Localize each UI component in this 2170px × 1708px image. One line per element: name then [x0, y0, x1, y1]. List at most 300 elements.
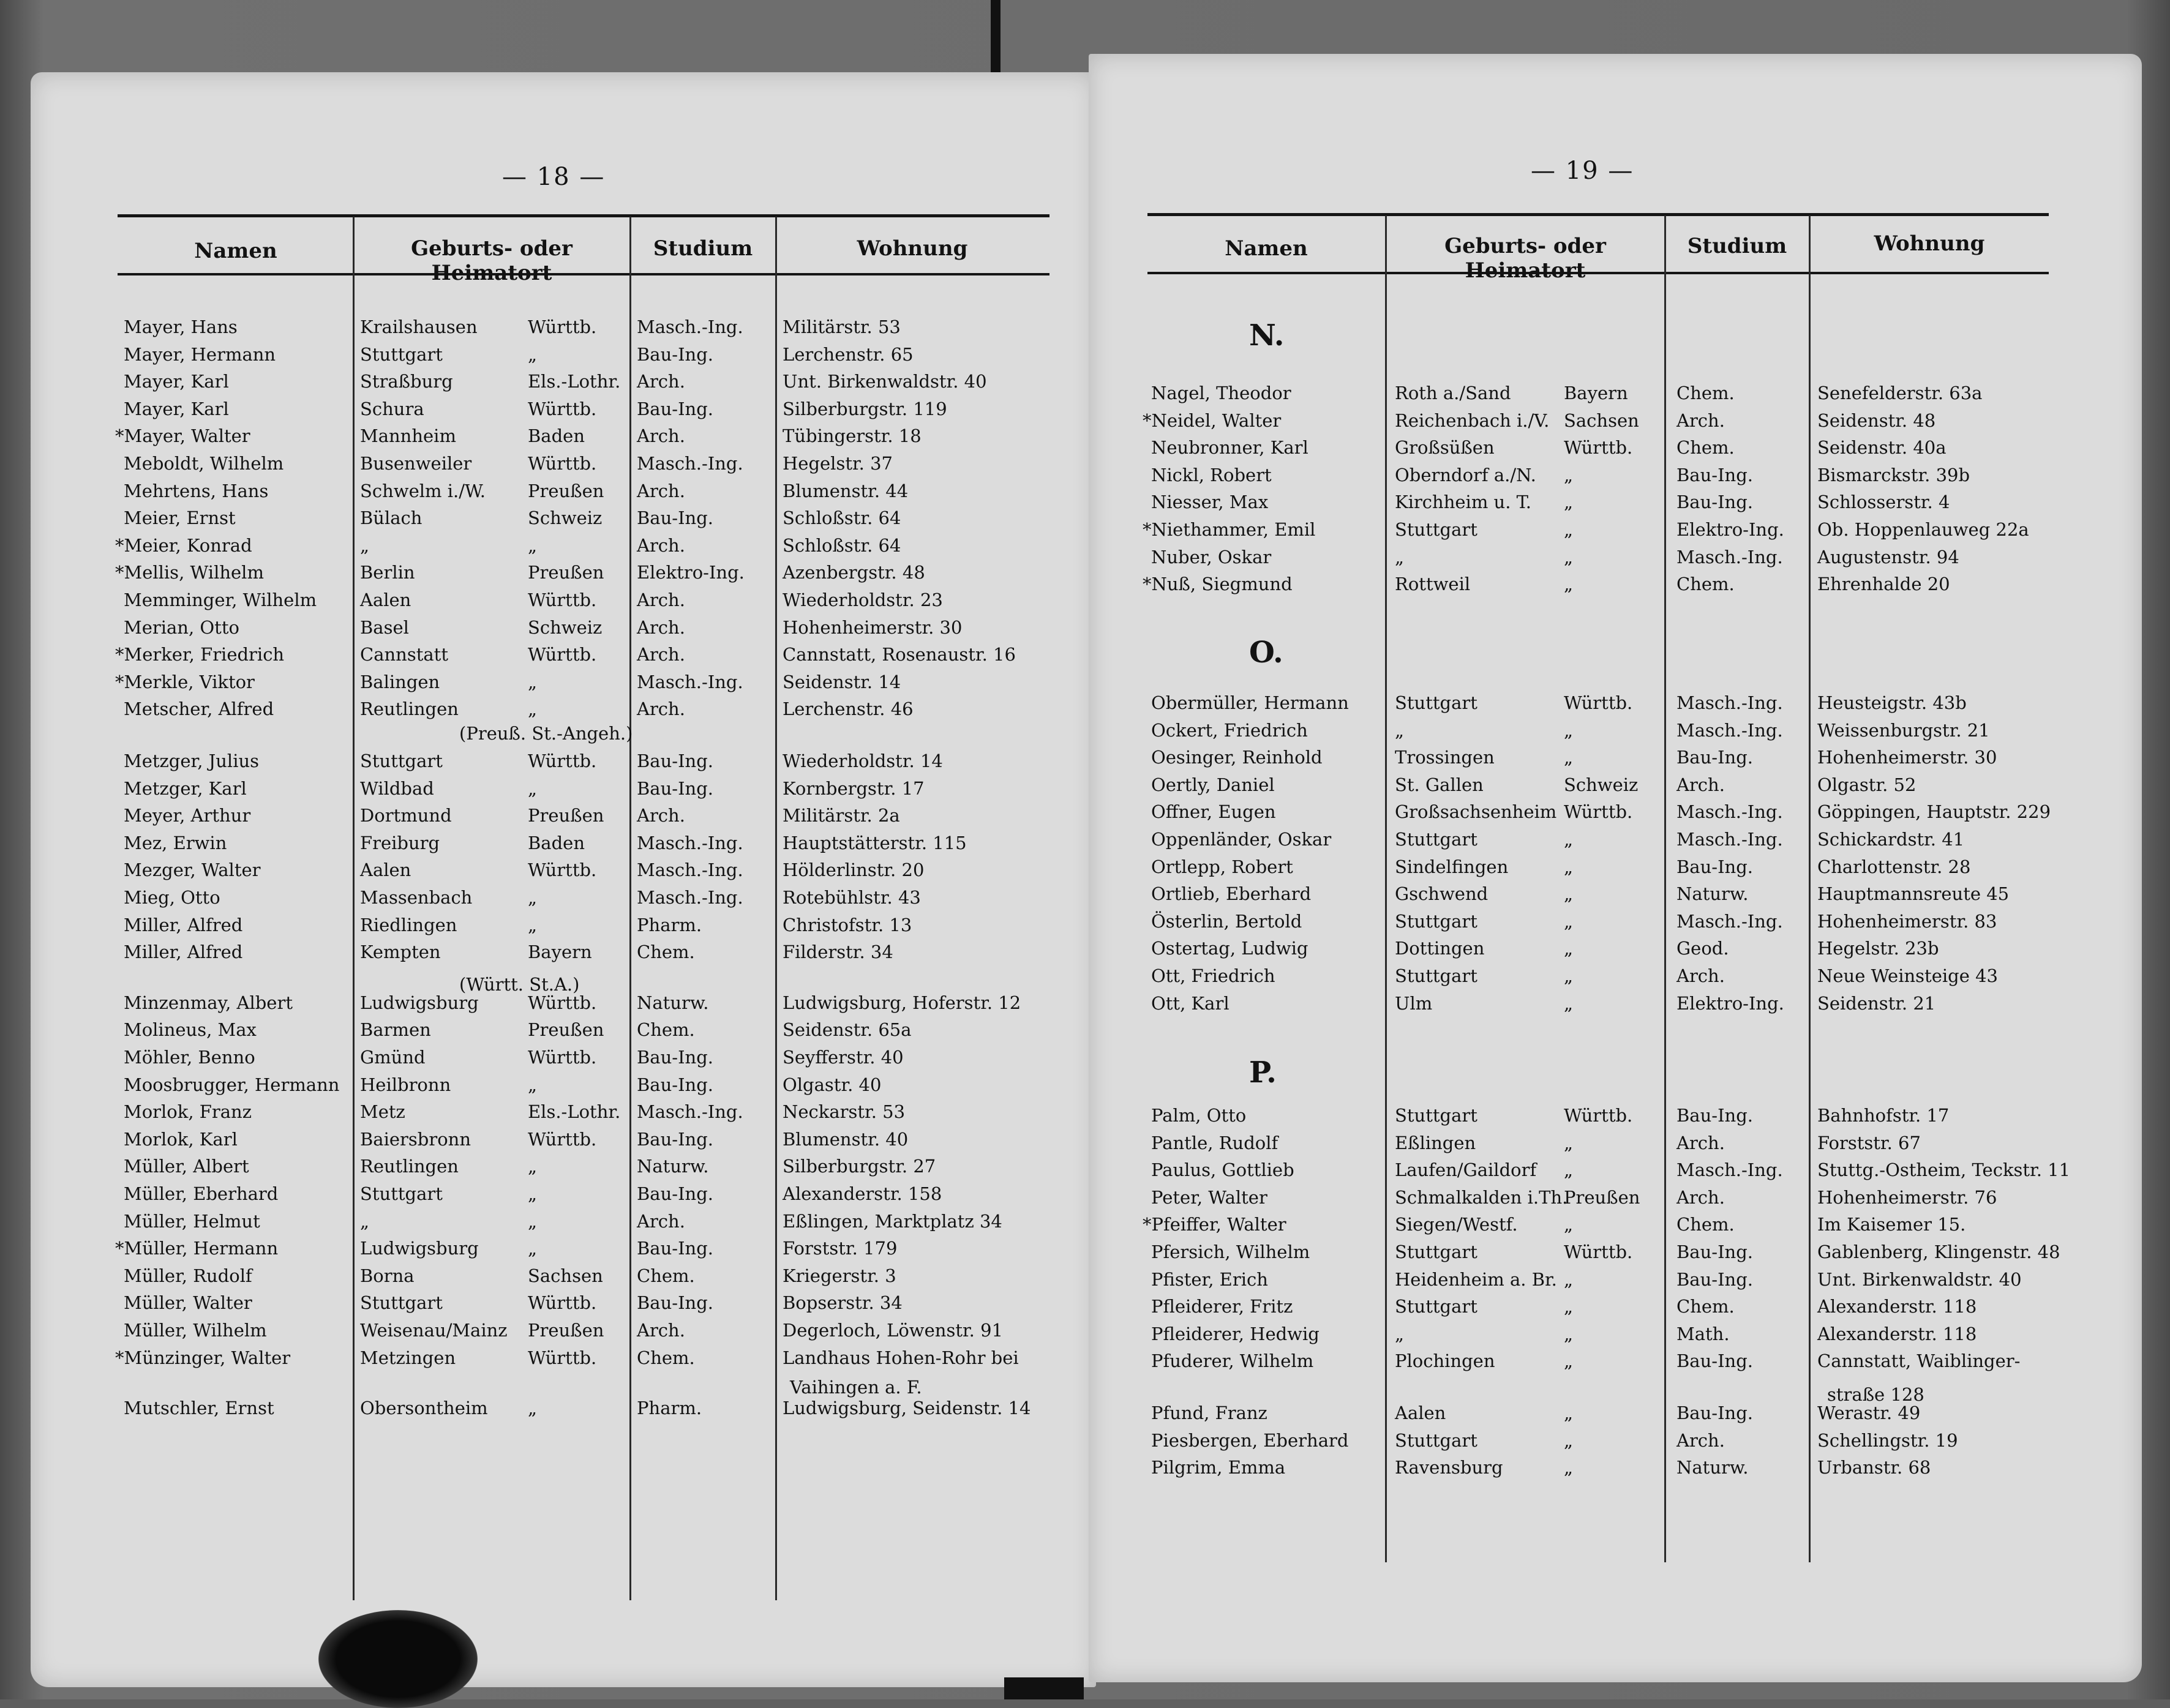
state: Württb. — [1564, 1242, 1633, 1262]
residence-address: Schellingstr. 19 — [1817, 1429, 1958, 1451]
residence-address: Christofstr. 13 — [783, 914, 912, 935]
field-of-study: Arch. — [1676, 1429, 1725, 1451]
field-of-study: Masch.-Ing. — [637, 1101, 743, 1123]
state: „ — [1564, 829, 1574, 850]
birthplace: Schura — [360, 398, 424, 419]
header-origin: Geburts- oder Heimatort — [411, 236, 573, 285]
birthplace: Stuttgart — [360, 1183, 443, 1204]
student-name: Müller, Eberhard — [124, 1183, 279, 1204]
student-name: Pantle, Rudolf — [1151, 1132, 1278, 1153]
student-name: *Müller, Hermann — [115, 1238, 279, 1259]
student-name: *Merkle, Viktor — [115, 671, 255, 692]
birthplace: Heilbronn — [360, 1074, 451, 1095]
field-of-study: Naturw. — [1676, 883, 1749, 905]
student-name: Metzger, Karl — [124, 777, 247, 799]
student-name: Merian, Otto — [124, 616, 239, 638]
field-of-study: Bau-Ing. — [637, 1047, 713, 1068]
student-name: Oppenländer, Oskar — [1151, 829, 1332, 850]
header-name: Namen — [194, 239, 277, 263]
residence-address: Wiederholdstr. 23 — [783, 590, 943, 610]
residence-address: Rotebühlstr. 43 — [783, 887, 921, 908]
state: „ — [1564, 1159, 1574, 1181]
residence-address: Schloßstr. 64 — [783, 508, 901, 529]
field-of-study: Arch. — [1676, 1132, 1725, 1153]
residence-address: Filderstr. 34 — [783, 942, 893, 963]
residence-address: Blumenstr. 40 — [783, 1128, 909, 1150]
student-name: Mieg, Otto — [124, 887, 220, 908]
residence-address: Neue Weinsteige 43 — [1817, 965, 1998, 986]
birthplace: Gschwend — [1395, 883, 1489, 905]
birthplace: Stuttgart — [360, 751, 443, 771]
address-continuation: Vaihingen a. F. — [790, 1377, 922, 1398]
residence-address: Lerchenstr. 65 — [783, 343, 914, 365]
state: „ — [528, 534, 538, 556]
student-name: Pfleiderer, Fritz — [1151, 1296, 1293, 1317]
state: „ — [1564, 992, 1574, 1014]
field-of-study: Chem. — [637, 942, 695, 963]
state: Els.-Lothr. — [528, 1101, 621, 1123]
student-name: *Niethammer, Emil — [1143, 519, 1316, 540]
state: „ — [1564, 938, 1574, 959]
column-divider — [1385, 215, 1387, 1562]
citizenship-note: (Württ. St.A.) — [459, 974, 580, 995]
birthplace: Riedlingen — [360, 914, 457, 935]
residence-address: Lerchenstr. 46 — [783, 699, 914, 720]
state: „ — [1564, 719, 1574, 741]
state: „ — [528, 1183, 538, 1204]
field-of-study: Masch.-Ing. — [1676, 692, 1783, 713]
field-of-study: Arch. — [637, 590, 685, 610]
birthplace: „ — [360, 1210, 370, 1232]
residence-address: Neckarstr. 53 — [783, 1101, 906, 1123]
residence-address: Seidenstr. 40a — [1817, 437, 1947, 459]
student-name: Mezger, Walter — [124, 860, 261, 881]
residence-address: Heusteigstr. 43b — [1817, 692, 1967, 713]
birthplace: Schmalkalden i.Th. — [1395, 1186, 1568, 1208]
field-of-study: Masch.-Ing. — [1676, 829, 1783, 850]
field-of-study: Bau-Ing. — [1676, 747, 1753, 768]
residence-address: Cannstatt, Waiblinger- — [1817, 1350, 2021, 1372]
field-of-study: Chem. — [1676, 574, 1735, 595]
residence-address: Werastr. 49 — [1817, 1403, 1921, 1423]
student-name: Ortlepp, Robert — [1151, 856, 1293, 877]
birthplace: Bülach — [360, 508, 422, 529]
student-name: Nickl, Robert — [1151, 464, 1272, 485]
state: „ — [1564, 574, 1574, 595]
field-of-study: Elektro-Ing. — [1676, 519, 1784, 540]
residence-address: Eßlingen, Marktplatz 34 — [783, 1210, 1002, 1232]
residence-address: Forststr. 179 — [783, 1238, 898, 1259]
student-name: Oertly, Daniel — [1151, 774, 1275, 795]
birthplace: Kirchheim u. T. — [1395, 492, 1531, 513]
student-name: Offner, Eugen — [1151, 801, 1276, 823]
residence-address: Landhaus Hohen-Rohr bei — [783, 1347, 1019, 1368]
address-continuation: straße 128 — [1827, 1384, 1924, 1405]
student-name: Paulus, Gottlieb — [1151, 1159, 1294, 1181]
page-19 — [1089, 54, 2142, 1682]
birthplace: Eßlingen — [1395, 1132, 1476, 1153]
birthplace: Oberndorf a./N. — [1395, 464, 1536, 485]
residence-address: Im Kaisemer 15. — [1817, 1214, 1966, 1235]
birthplace: Stuttgart — [1395, 1296, 1477, 1317]
field-of-study: Arch. — [637, 805, 685, 826]
residence-address: Seyfferstr. 40 — [783, 1047, 904, 1068]
field-of-study: Chem. — [1676, 383, 1735, 403]
birthplace: Heidenheim a. Br. — [1395, 1268, 1557, 1290]
student-name: Metzger, Julius — [124, 751, 260, 771]
field-of-study: Arch. — [1676, 1186, 1725, 1208]
student-name: Oesinger, Reinhold — [1151, 747, 1323, 768]
field-of-study: Math. — [1676, 1323, 1730, 1344]
residence-address: Unt. Birkenwaldstr. 40 — [1817, 1268, 2022, 1290]
state: „ — [1564, 1268, 1574, 1290]
student-name: Pfuderer, Wilhelm — [1151, 1350, 1314, 1372]
residence-address: Weissenburgstr. 21 — [1817, 719, 1990, 741]
state: „ — [528, 887, 538, 908]
student-name: Miller, Alfred — [124, 942, 243, 963]
residence-address: Kornbergstr. 17 — [783, 777, 925, 799]
student-name: Müller, Walter — [124, 1292, 252, 1314]
state: Württb. — [528, 992, 597, 1013]
page-number: — 18 — — [502, 163, 606, 191]
field-of-study: Arch. — [637, 1210, 685, 1232]
state: „ — [528, 1074, 538, 1095]
residence-address: Militärstr. 2a — [783, 805, 900, 826]
binding-spine-top — [991, 0, 1001, 80]
birthplace: Stuttgart — [360, 1292, 443, 1314]
state: Preußen — [528, 562, 604, 583]
birthplace: Reichenbach i./V. — [1395, 410, 1550, 431]
field-of-study: Pharm. — [637, 1398, 702, 1419]
student-name: Nuber, Oskar — [1151, 546, 1272, 567]
student-name: Mayer, Karl — [124, 371, 229, 392]
student-name: Mehrtens, Hans — [124, 480, 269, 501]
birthplace: „ — [1395, 1323, 1405, 1344]
residence-address: Blumenstr. 44 — [783, 480, 909, 501]
birthplace: Aalen — [360, 590, 411, 610]
student-name: *Nuß, Siegmund — [1143, 574, 1293, 595]
state: Preußen — [528, 805, 604, 826]
residence-address: Bopserstr. 34 — [783, 1292, 903, 1314]
birthplace: St. Gallen — [1395, 774, 1484, 795]
state: „ — [1564, 965, 1574, 986]
birthplace: Reutlingen — [360, 1156, 459, 1177]
state: „ — [1564, 1132, 1574, 1153]
birthplace: Ravensburg — [1395, 1457, 1503, 1478]
residence-address: Olgastr. 40 — [783, 1074, 882, 1095]
student-name: Obermüller, Hermann — [1151, 692, 1349, 713]
birthplace: Stuttgart — [1395, 829, 1477, 850]
field-of-study: Masch.-Ing. — [637, 887, 743, 908]
state: „ — [528, 1238, 538, 1259]
birthplace: Laufen/Gaildorf — [1395, 1159, 1537, 1181]
birthplace: Roth a./Sand — [1395, 383, 1511, 403]
student-name: Meboldt, Wilhelm — [124, 453, 284, 474]
birthplace: Balingen — [360, 671, 440, 692]
student-name: Ott, Karl — [1151, 992, 1230, 1014]
birthplace: Dortmund — [360, 805, 452, 826]
birthplace: Ludwigsburg — [360, 1238, 479, 1259]
state: Württb. — [528, 860, 597, 881]
field-of-study: Arch. — [637, 1320, 685, 1341]
residence-address: Hohenheimerstr. 76 — [1817, 1186, 1997, 1208]
student-name: Neubronner, Karl — [1151, 437, 1308, 459]
student-name: Ortlieb, Eberhard — [1151, 883, 1312, 905]
residence-address: Silberburgstr. 119 — [783, 398, 947, 419]
birthplace: Obersontheim — [360, 1398, 488, 1419]
residence-address: Ehrenhalde 20 — [1817, 574, 1950, 595]
citizenship-note: (Preuß. St.-Angeh.) — [459, 723, 633, 744]
field-of-study: Arch. — [637, 480, 685, 501]
state: Württb. — [528, 1128, 597, 1150]
student-name: Pfleiderer, Hedwig — [1151, 1323, 1320, 1344]
state: Sachsen — [1564, 410, 1639, 431]
student-name: Meyer, Arthur — [124, 805, 251, 826]
state: Württb. — [528, 751, 597, 771]
field-of-study: Bau-Ing. — [1676, 1403, 1753, 1423]
state: Els.-Lothr. — [528, 371, 621, 392]
student-name: Moosbrugger, Hermann — [124, 1074, 340, 1095]
student-name: *Merker, Friedrich — [115, 644, 285, 665]
field-of-study: Masch.-Ing. — [1676, 719, 1783, 741]
state: „ — [1564, 1403, 1574, 1423]
residence-address: Silberburgstr. 27 — [783, 1156, 936, 1177]
student-name: Ott, Friedrich — [1151, 965, 1275, 986]
birthplace: Straßburg — [360, 371, 453, 392]
student-name: Minzenmay, Albert — [124, 992, 293, 1013]
field-of-study: Masch.-Ing. — [637, 453, 743, 474]
state: Württb. — [528, 1047, 597, 1068]
student-name: Müller, Rudolf — [124, 1265, 252, 1286]
state: „ — [1564, 1323, 1574, 1344]
field-of-study: Naturw. — [637, 1156, 709, 1177]
birthplace: Siegen/Westf. — [1395, 1214, 1518, 1235]
binding-spine-bottom — [1004, 1677, 1084, 1699]
residence-address: Hegelstr. 37 — [783, 453, 893, 474]
state: Württb. — [1564, 801, 1633, 823]
state: „ — [528, 1156, 538, 1177]
field-of-study: Masch.-Ing. — [1676, 801, 1783, 823]
birthplace: Aalen — [1395, 1403, 1446, 1423]
student-name: Niesser, Max — [1151, 492, 1269, 513]
field-of-study: Arch. — [637, 699, 685, 720]
field-of-study: Bau-Ing. — [637, 1128, 713, 1150]
birthplace: Ludwigsburg — [360, 992, 479, 1013]
birthplace: Stuttgart — [1395, 519, 1477, 540]
residence-address: Schlosserstr. 4 — [1817, 492, 1950, 513]
student-name: Mutschler, Ernst — [124, 1398, 274, 1419]
state: Württb. — [528, 453, 597, 474]
student-name: Miller, Alfred — [124, 914, 243, 935]
column-divider — [1664, 215, 1666, 1562]
student-name: Mayer, Karl — [124, 398, 229, 419]
birthplace: Dottingen — [1395, 938, 1485, 959]
state: Württb. — [528, 398, 597, 419]
field-of-study: Chem. — [637, 1019, 695, 1041]
student-name: Pfersich, Wilhelm — [1151, 1242, 1310, 1262]
birthplace: Berlin — [360, 562, 415, 583]
state: „ — [1564, 1350, 1574, 1372]
field-of-study: Pharm. — [637, 914, 702, 935]
state: „ — [1564, 519, 1574, 540]
residence-address: Hauptstätterstr. 115 — [783, 832, 967, 853]
header-top-rule — [118, 214, 1049, 217]
state: Württb. — [528, 1292, 597, 1314]
student-name: Morlok, Franz — [124, 1101, 252, 1123]
birthplace: Wildbad — [360, 777, 434, 799]
residence-address: Gablenberg, Klingenstr. 48 — [1817, 1242, 2060, 1262]
birthplace: Mannheim — [360, 425, 456, 447]
residence-address: Augustenstr. 94 — [1817, 546, 1959, 567]
birthplace: Stuttgart — [1395, 1105, 1477, 1126]
residence-address: Hohenheimerstr. 30 — [783, 616, 963, 638]
residence-address: Alexanderstr. 158 — [783, 1183, 942, 1204]
state: „ — [528, 914, 538, 935]
field-of-study: Masch.-Ing. — [1676, 546, 1783, 567]
state: Sachsen — [528, 1265, 603, 1286]
birthplace: Rottweil — [1395, 574, 1471, 595]
residence-address: Alexanderstr. 118 — [1817, 1296, 1977, 1317]
student-name: Nagel, Theodor — [1151, 383, 1291, 403]
residence-address: Hauptmannsreute 45 — [1817, 883, 2010, 905]
student-name: Mez, Erwin — [124, 832, 227, 853]
student-name: Molineus, Max — [124, 1019, 257, 1041]
residence-address: Bismarckstr. 39b — [1817, 464, 1970, 485]
student-name: *Mellis, Wilhelm — [115, 562, 264, 583]
residence-address: Alexanderstr. 118 — [1817, 1323, 1977, 1344]
residence-address: Hohenheimerstr. 83 — [1817, 910, 1997, 932]
birthplace: Busenweiler — [360, 453, 472, 474]
field-of-study: Arch. — [637, 616, 685, 638]
field-of-study: Elektro-Ing. — [637, 562, 745, 583]
field-of-study: Bau-Ing. — [637, 343, 713, 365]
field-of-study: Bau-Ing. — [637, 777, 713, 799]
field-of-study: Bau-Ing. — [637, 508, 713, 529]
field-of-study: Chem. — [637, 1347, 695, 1368]
student-name: Morlok, Karl — [124, 1128, 238, 1150]
header-study: Studium — [653, 236, 753, 261]
birthplace: Trossingen — [1395, 747, 1495, 768]
birthplace: Stuttgart — [1395, 1242, 1477, 1262]
state: „ — [528, 1398, 538, 1419]
field-of-study: Chem. — [1676, 1296, 1735, 1317]
residence-address: Stuttg.-Ostheim, Teckstr. 11 — [1817, 1159, 2071, 1181]
state: Schweiz — [528, 508, 603, 529]
residence-address: Forststr. 67 — [1817, 1132, 1921, 1153]
student-name: Piesbergen, Eberhard — [1151, 1429, 1349, 1451]
column-divider — [775, 217, 777, 1600]
header-name: Namen — [1225, 236, 1308, 261]
residence-address: Seidenstr. 65a — [783, 1019, 912, 1041]
header-residence: Wohnung — [1874, 231, 1985, 256]
residence-address: Seidenstr. 48 — [1817, 410, 1936, 431]
state: „ — [528, 1210, 538, 1232]
residence-address: Schickardstr. 41 — [1817, 829, 1965, 850]
student-name: *Mayer, Walter — [115, 425, 250, 447]
birthplace: Metzingen — [360, 1347, 456, 1368]
birthplace: Cannstatt — [360, 644, 448, 665]
state: Preußen — [528, 1320, 604, 1341]
student-name: Metscher, Alfred — [124, 699, 274, 720]
header-origin: Geburts- oder Heimatort — [1444, 234, 1606, 283]
birthplace: Aalen — [360, 860, 411, 881]
student-name: Müller, Wilhelm — [124, 1320, 267, 1341]
birthplace: Stuttgart — [1395, 1429, 1477, 1451]
state: Bayern — [1564, 383, 1628, 403]
field-of-study: Bau-Ing. — [1676, 1350, 1753, 1372]
residence-address: Kriegerstr. 3 — [783, 1265, 896, 1286]
state: Württb. — [1564, 437, 1633, 459]
student-name: Meier, Ernst — [124, 508, 236, 529]
field-of-study: Bau-Ing. — [1676, 1268, 1753, 1290]
student-name: Pfister, Erich — [1151, 1268, 1268, 1290]
state: „ — [528, 343, 538, 365]
section-letter: O. — [1249, 635, 1283, 670]
field-of-study: Arch. — [637, 534, 685, 556]
residence-address: Seidenstr. 21 — [1817, 992, 1936, 1014]
state: „ — [1564, 492, 1574, 513]
field-of-study: Chem. — [1676, 437, 1735, 459]
birthplace: Stuttgart — [360, 343, 443, 365]
birthplace: Barmen — [360, 1019, 431, 1041]
residence-address: Azenbergstr. 48 — [783, 562, 925, 583]
section-letter: P. — [1249, 1055, 1277, 1090]
birthplace: Gmünd — [360, 1047, 426, 1068]
residence-address: Olgastr. 52 — [1817, 774, 1917, 795]
field-of-study: Masch.-Ing. — [637, 832, 743, 853]
birthplace: „ — [360, 534, 370, 556]
field-of-study: Masch.-Ing. — [1676, 910, 1783, 932]
residence-address: Seidenstr. 14 — [783, 671, 901, 692]
state: „ — [1564, 546, 1574, 567]
residence-address: Tübingerstr. 18 — [783, 425, 922, 447]
state: Schweiz — [528, 616, 603, 638]
birthplace: Kempten — [360, 942, 441, 963]
residence-address: Schloßstr. 64 — [783, 534, 901, 556]
state: „ — [1564, 1429, 1574, 1451]
state: Preußen — [1564, 1186, 1640, 1208]
birthplace: Weisenau/Mainz — [360, 1320, 508, 1341]
birthplace: Sindelfingen — [1395, 856, 1509, 877]
state: „ — [528, 777, 538, 799]
residence-address: Charlottenstr. 28 — [1817, 856, 1971, 877]
student-name: Pfund, Franz — [1151, 1403, 1267, 1423]
birthplace: Reutlingen — [360, 699, 459, 720]
birthplace: Ulm — [1395, 992, 1433, 1014]
birthplace: Stuttgart — [1395, 965, 1477, 986]
field-of-study: Masch.-Ing. — [1676, 1159, 1783, 1181]
state: „ — [1564, 747, 1574, 768]
student-name: Mayer, Hermann — [124, 343, 276, 365]
birthplace: Metz — [360, 1101, 405, 1123]
student-name: *Münzinger, Walter — [115, 1347, 291, 1368]
residence-address: Ludwigsburg, Seidenstr. 14 — [783, 1398, 1031, 1419]
field-of-study: Bau-Ing. — [637, 398, 713, 419]
student-name: Müller, Albert — [124, 1156, 249, 1177]
field-of-study: Bau-Ing. — [637, 1074, 713, 1095]
residence-address: Militärstr. 53 — [783, 317, 901, 337]
field-of-study: Bau-Ing. — [637, 1183, 713, 1204]
residence-address: Hohenheimerstr. 30 — [1817, 747, 1997, 768]
residence-address: Urbanstr. 68 — [1817, 1457, 1931, 1478]
birthplace: Borna — [360, 1265, 415, 1286]
field-of-study: Bau-Ing. — [637, 1292, 713, 1314]
column-divider — [1809, 215, 1811, 1562]
page-18 — [31, 72, 1096, 1687]
state: Württb. — [1564, 1105, 1633, 1126]
birthplace: Baiersbronn — [360, 1128, 471, 1150]
field-of-study: Elektro-Ing. — [1676, 992, 1784, 1014]
